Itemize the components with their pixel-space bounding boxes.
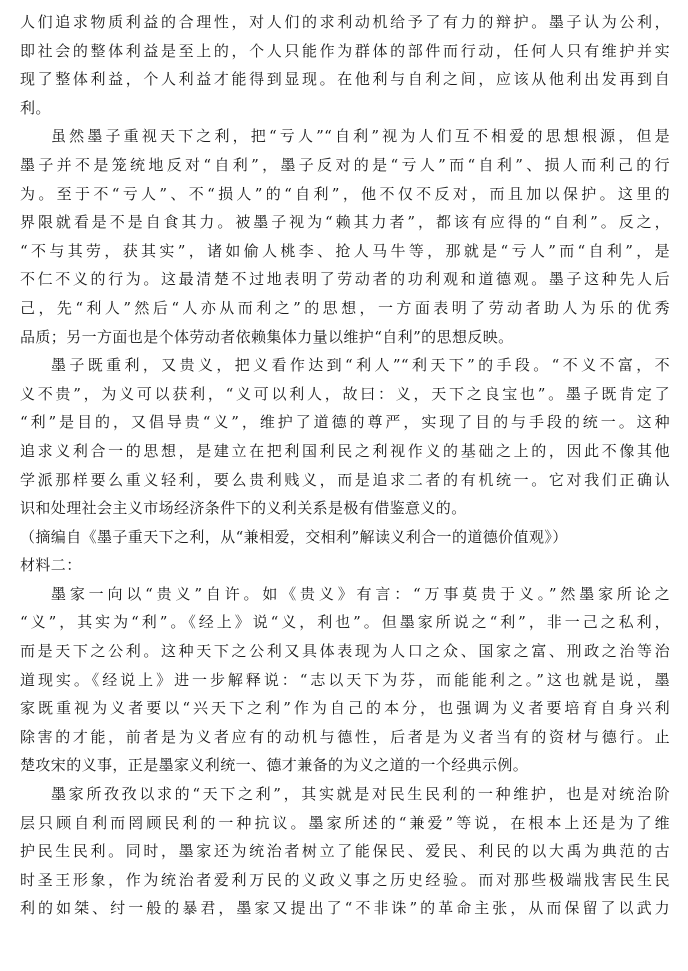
text-line: （摘编自《墨子重天下之利，从“兼相爱，交相利”解读义利合一的道德价值观》） xyxy=(20,527,568,546)
text-line: 墨子既重利，又贵义，把义看作达到“利人”“利天下”的手段。“不义不富，不 xyxy=(51,356,670,375)
text-line: 己，先“利人”然后“人亦从而利之”的思想，一方面表明了劳动者助人为乐的优秀 xyxy=(20,298,670,317)
text-line: 人们追求物质利益的合理性，对人们的求利动机给予了有力的辩护。墨子认为公利， xyxy=(20,13,670,31)
text-line: 家既重视为义者要以“兴天下之利”作为自己的本分，也强调为义者要培育自身兴利 xyxy=(20,699,670,718)
text-line: 义不贵”，为义可以获利，“义可以利人，故曰：义，天下之良宝也”。墨子既肯定了 xyxy=(20,384,670,403)
text-line: 学派那样要么重义轻利，要么贵利贱义，而是追求二者的有机统一。它对我们正确认 xyxy=(20,470,670,489)
text-line: 而是天下之公利。这种天下之公利又具体表现为人口之众、国家之富、刑政之治等治 xyxy=(20,642,670,661)
text-line: 墨子并不是笼统地反对“自利”，墨子反对的是“亏人”而“自利”、损人而利己的行 xyxy=(20,155,670,174)
text-line: 虽然墨子重视天下之利，把“亏人”“自利”视为人们互不相爱的思想根源，但是 xyxy=(51,127,670,146)
text-line: 材料二： xyxy=(20,556,82,575)
text-line: 为。至于不“亏人”、不“损人”的“自利”，他不仅不反对，而且加以保护。这里的 xyxy=(20,184,670,203)
text-line: “义”，其实为“利”。《经上》说“义，利也”。但墨家所说之“利”，非一己之私利， xyxy=(20,613,670,632)
text-line: 即社会的整体利益是至上的，个人只能作为群体的部件而行动，任何人只有维护并实 xyxy=(20,41,670,60)
text-line: 利。 xyxy=(20,98,51,117)
document-page xyxy=(20,8,670,923)
text-line: 楚攻宋的义事，正是墨家义利统一、德才兼备的为义之道的一个经典示例。 xyxy=(20,756,529,775)
text-line: 追求义利合一的思想，是建立在把利国利民之利视作义的基础之上的，因此不像其他 xyxy=(20,441,670,460)
text-line: 道现实。《经说上》进一步解释说：“志以天下为芬，而能能利之。”这也就是说，墨 xyxy=(20,670,670,689)
text-line: 护民生民利。同时，墨家还为统治者树立了能保民、爱民、利民的以大禹为典范的古 xyxy=(20,842,670,861)
text-line: 利的如桀、纣一般的暴君，墨家又提出了“不非诛”的革命主张，从而保留了以武力 xyxy=(20,899,670,918)
text-line: 现了整体利益，个人利益才能得到显现。在他利与自利之间，应该从他利出发再到自 xyxy=(20,70,670,89)
text-line: 墨家一向以“贵义”自许。如《贵义》有言：“万事莫贵于义。”然墨家所论之 xyxy=(51,584,670,603)
text-line: “利”是目的，又倡导贵“义”，维护了道德的尊严，实现了目的与手段的统一。这种 xyxy=(20,413,670,432)
text-line: “不与其劳，获其实”，诸如偷人桃李、抢人马牛等，那就是“亏人”而“自利”，是 xyxy=(20,241,670,260)
text-line: 识和处理社会主义市场经济条件下的义利关系是极有借鉴意义的。 xyxy=(20,499,467,518)
text-line: 品质；另一方面也是个体劳动者依赖集体力量以维护“自利”的思想反映。 xyxy=(20,327,514,346)
text-line: 层只顾自利而罔顾民利的一种抗议。墨家所述的“兼爱”等说，在根本上还是为了维 xyxy=(20,813,670,832)
text-line: 墨家所孜孜以求的“天下之利”，其实就是对民生民利的一种维护，也是对统治阶 xyxy=(51,785,670,804)
text-line: 不仁不义的行为。这最清楚不过地表明了劳动者的功利观和道德观。墨子这种先人后 xyxy=(20,270,670,289)
text-line: 时圣王形象，作为统治者爱利万民的义政义事之历史经验。而对那些极端戕害民生民 xyxy=(20,870,670,889)
text-line: 界限就看是不是自食其力。被墨子视为“赖其力者”，都该有应得的“自利”。反之， xyxy=(20,213,670,232)
text-line: 除害的才能，前者是为义者应有的动机与德性，后者是为义者当有的资材与德行。止 xyxy=(20,727,670,746)
